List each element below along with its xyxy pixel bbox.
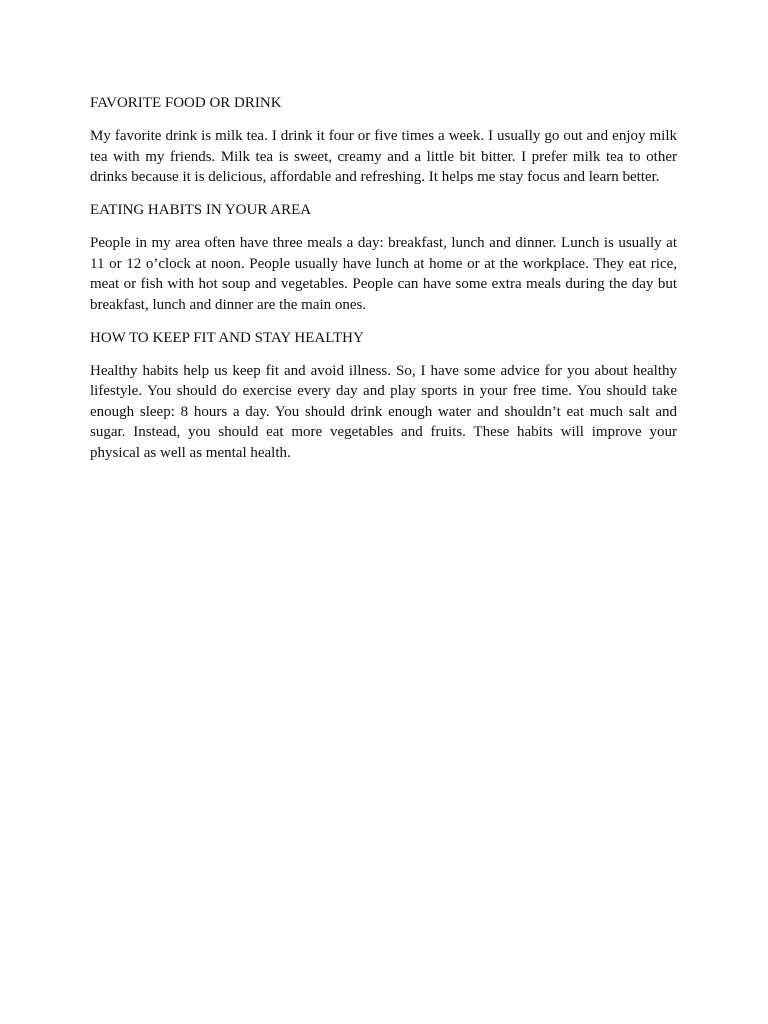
section-heading-eating-habits: EATING HABITS IN YOUR AREA [90, 202, 312, 218]
section-heading-favorite-food: FAVORITE FOOD OR DRINK [90, 95, 282, 111]
document-body [90, 93, 677, 476]
section-heading-keep-fit: HOW TO KEEP FIT AND STAY HEALTHY [90, 329, 364, 346]
section-paragraph-eating-habits: People in my area often have three meals a day: breakfast, lunch and dinner. Lunch is usually at 11 or 12 o’clock at noon. People usually have lunch at home or at the workplace. They eat rice, meat or fish with hot soup and vegetables. People can have some extra meals during the day but breakfast, lunch and dinner are the main ones. [90, 235, 677, 313]
section-paragraph-favorite-food: My favorite drink is milk tea. I drink it four or five times a week. I usually go out and enjoy milk tea with my friends. Milk tea is sweet, creamy and a little bit bitter. I prefer milk tea to other drinks because it is delicious, affordable and refreshing. It helps me stay focus and learn better. [90, 128, 677, 185]
section-paragraph-keep-fit: Healthy habits help us keep fit and avoid illness. So, I have some advice for you about healthy lifestyle. You should do exercise every day and play sports in your free time. You should take enough sleep: 8 hours a day. You should drink enough water and shouldn’t eat much salt and sugar. Instead, you should eat more vegetables and fruits. These habits will improve your physical as well as mental health. [90, 362, 677, 461]
